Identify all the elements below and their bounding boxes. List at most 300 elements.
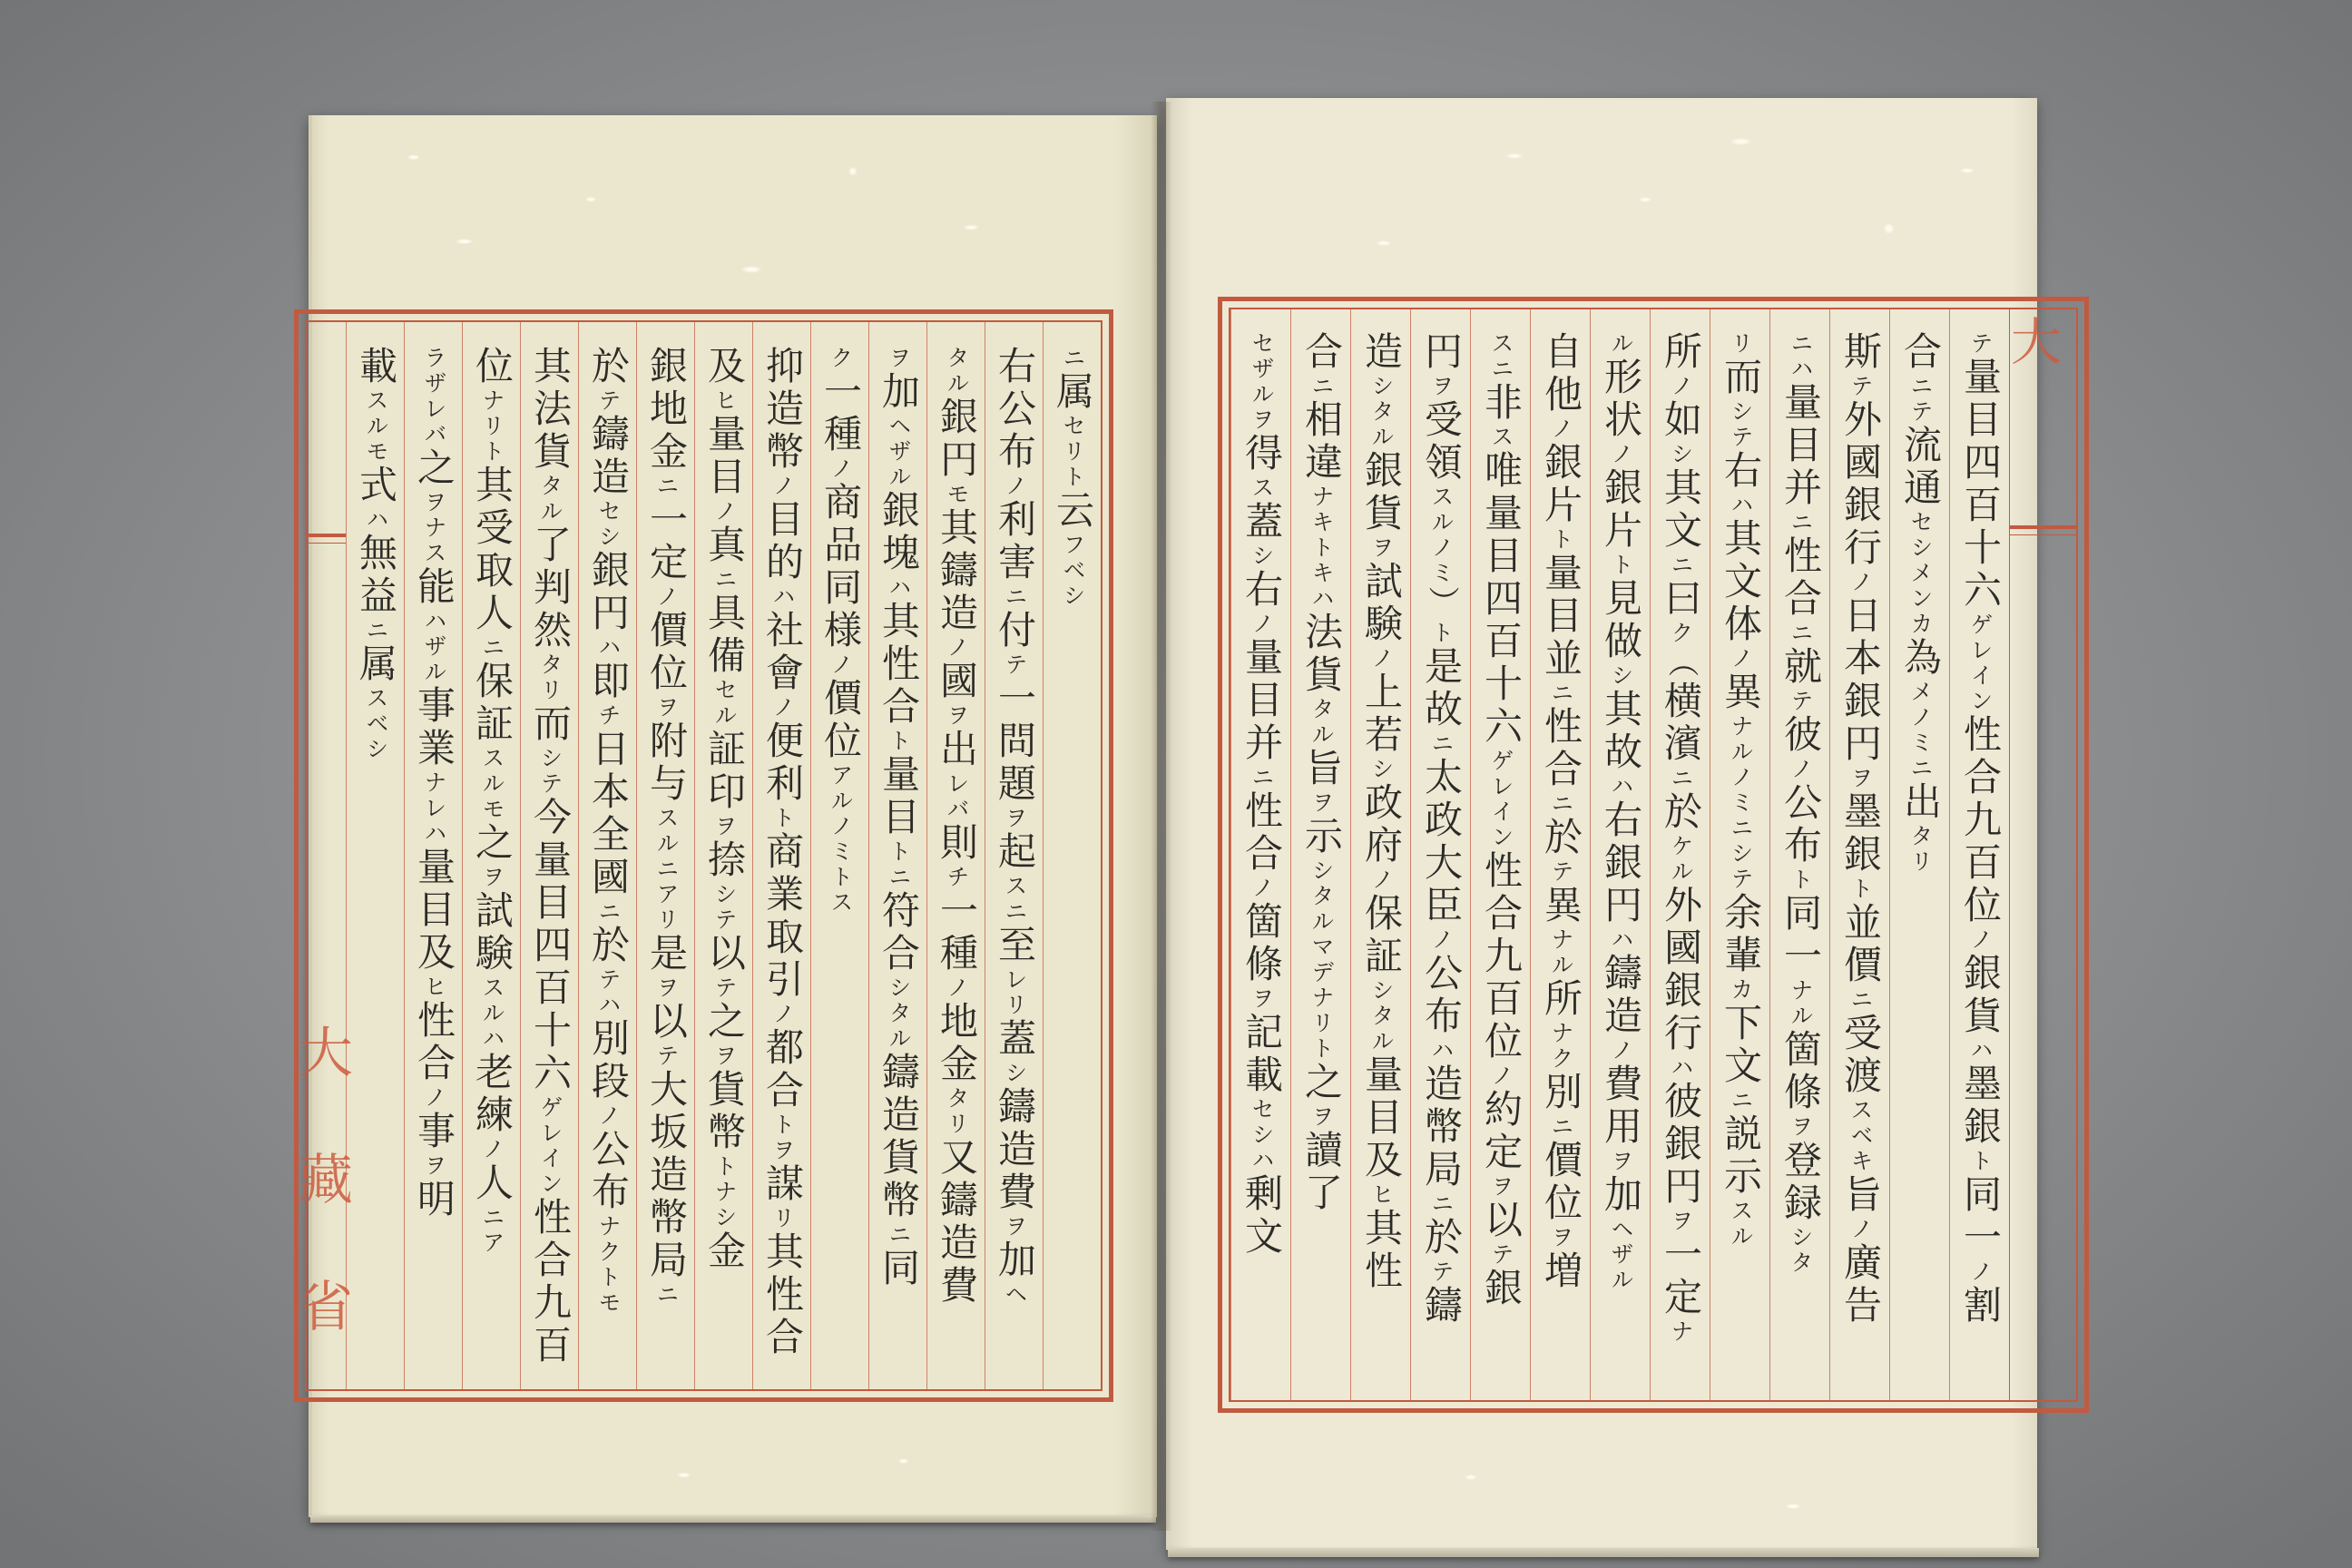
glyph: 其: [1659, 467, 1703, 510]
glyph: 銀: [935, 397, 979, 439]
glyph: リ: [769, 1206, 796, 1231]
glyph: ン: [1488, 825, 1514, 850]
glyph: ナ: [595, 1214, 622, 1240]
glyph: 大: [644, 1069, 689, 1112]
glyph: ヲ: [1847, 766, 1874, 791]
glyph: 量: [1479, 493, 1524, 535]
glyph: （: [1662, 646, 1699, 681]
glyph: 於: [586, 346, 631, 388]
glyph: ベ: [363, 711, 389, 737]
glyph: 右: [1599, 799, 1643, 842]
glyph: ナ: [1728, 714, 1754, 740]
glyph: ル: [479, 771, 505, 797]
glyph: ト: [1548, 527, 1574, 553]
glyph: ノ: [828, 456, 854, 482]
glyph: 銀: [586, 550, 631, 593]
glyph: ス: [1847, 1098, 1874, 1123]
glyph: 便: [760, 720, 805, 763]
glyph: ナ: [421, 515, 447, 541]
glyph: ゲ: [1967, 612, 1994, 638]
glyph: ヘ: [1608, 1217, 1634, 1242]
glyph: ノ: [1368, 646, 1395, 671]
glyph: セ: [1249, 331, 1275, 357]
glyph: 幣: [644, 1197, 689, 1240]
glyph: 百: [528, 967, 573, 1010]
glyph: 百: [1958, 842, 2003, 885]
glyph: 及: [1359, 1140, 1404, 1182]
glyph: 百: [1958, 485, 2003, 527]
glyph: 銀: [1539, 442, 1583, 485]
glyph: ト: [1428, 621, 1455, 646]
text-column: [1230, 309, 1290, 1400]
glyph: レ: [1488, 774, 1514, 799]
glyph: 渡: [1838, 1055, 1883, 1098]
glyph: 見: [1599, 578, 1643, 621]
glyph: 領: [1419, 442, 1464, 485]
glyph: 合: [1240, 833, 1284, 876]
glyph: 合: [1898, 331, 1943, 374]
glyph: 円: [1599, 885, 1643, 927]
glyph: レ: [421, 397, 447, 422]
glyph: ミ: [828, 839, 854, 865]
glyph: 流: [1898, 425, 1943, 467]
text-column: [810, 322, 868, 1389]
glyph: 載: [354, 346, 398, 388]
glyph: 行: [1659, 1013, 1703, 1055]
glyph: 九: [528, 1282, 573, 1325]
glyph: ノ: [421, 1085, 447, 1111]
glyph: レ: [537, 1121, 564, 1146]
glyph: ニ: [1728, 1088, 1754, 1113]
book-spine: [1151, 102, 1172, 1531]
glyph: 与: [644, 763, 689, 806]
glyph: ニ: [1488, 357, 1514, 382]
glyph: 商: [760, 831, 805, 874]
glyph: 一: [1659, 1234, 1703, 1277]
glyph: マ: [1308, 935, 1335, 960]
glyph: ス: [479, 746, 505, 771]
glyph: 位: [1958, 885, 2003, 927]
glyph: 加: [1599, 1174, 1643, 1217]
glyph: ル: [1308, 722, 1335, 748]
glyph: 登: [1779, 1140, 1823, 1182]
glyph: 外: [1659, 885, 1703, 927]
glyph: 性: [1240, 790, 1284, 833]
glyph: 十: [528, 1010, 573, 1053]
glyph: 問: [993, 720, 1037, 763]
glyph: ノ: [828, 814, 854, 839]
glyph: 太: [1419, 757, 1464, 799]
glyph: 於: [1419, 1217, 1464, 1259]
glyph: 公: [1779, 782, 1823, 825]
glyph: 付: [993, 610, 1037, 652]
glyph: タ: [1788, 1250, 1814, 1276]
glyph: ト: [1788, 867, 1814, 893]
text-column: [1650, 309, 1710, 1400]
glyph: 判: [528, 567, 573, 610]
glyph: 別: [1539, 1072, 1583, 1114]
glyph: ノ: [828, 652, 854, 678]
glyph: テ: [1847, 374, 1874, 399]
glyph: テ: [595, 967, 622, 993]
glyph: 加: [993, 1240, 1037, 1282]
glyph: ア: [479, 1230, 505, 1256]
glyph: ニ: [1788, 510, 1814, 535]
glyph: 造: [644, 1154, 689, 1197]
glyph: ル: [1368, 1029, 1395, 1054]
glyph: 量: [1539, 553, 1583, 595]
glyph: 一: [644, 499, 689, 542]
glyph: 費: [993, 1171, 1037, 1214]
glyph: ニ: [1907, 756, 1934, 781]
glyph: ル: [537, 499, 564, 524]
glyph: シ: [595, 524, 622, 550]
glyph: ル: [1428, 510, 1455, 535]
glyph: 百: [1479, 621, 1524, 663]
glyph: 價: [1838, 945, 1883, 987]
glyph: 銀: [1838, 485, 1883, 527]
glyph: 真: [702, 524, 747, 567]
glyph: 証: [470, 703, 514, 746]
glyph: ザ: [421, 371, 447, 397]
glyph: 商: [818, 482, 863, 524]
glyph: 印: [702, 771, 747, 814]
text-frame-inner: [289, 320, 1102, 1405]
glyph: ナ: [1668, 1319, 1694, 1345]
glyph: タ: [1308, 884, 1335, 909]
glyph: ノ: [1788, 757, 1814, 782]
glyph: 貨: [877, 1137, 921, 1180]
glyph: 位: [644, 652, 689, 695]
glyph: ノ: [1967, 1259, 1994, 1285]
glyph: 保: [470, 661, 514, 703]
glyph: ヘ: [886, 414, 912, 439]
glyph: ト: [479, 439, 505, 465]
glyph: 造: [935, 593, 979, 635]
page-stack-edge: [1168, 1548, 2039, 1557]
glyph: ト: [1308, 1036, 1335, 1062]
glyph: 國: [935, 661, 979, 703]
glyph: ヲ: [1488, 1174, 1514, 1200]
glyph: ヲ: [886, 346, 912, 371]
glyph: テ: [1967, 331, 1994, 357]
glyph: 讀: [1299, 1130, 1344, 1172]
glyph: ハ: [769, 584, 796, 610]
glyph: 違: [1299, 442, 1344, 485]
glyph: 一: [818, 371, 863, 414]
glyph: 一: [1779, 936, 1823, 978]
glyph: セ: [1249, 1097, 1275, 1122]
glyph: ノ: [1728, 646, 1754, 671]
glyph: ハ: [1967, 1038, 1994, 1063]
glyph: ニ: [1847, 987, 1874, 1013]
glyph: 割: [1958, 1285, 2003, 1328]
glyph: 以: [1479, 1200, 1524, 1242]
glyph: 彼: [1779, 714, 1823, 757]
glyph: 横: [1659, 681, 1703, 723]
glyph: ヲ: [711, 1044, 738, 1069]
glyph: 所: [1659, 331, 1703, 374]
glyph: ハ: [1428, 1038, 1455, 1063]
glyph: 其: [528, 346, 573, 388]
glyph: 至: [993, 925, 1037, 967]
glyph: ナ: [1548, 927, 1574, 953]
glyph: 出: [935, 729, 979, 771]
glyph: ト: [1967, 1149, 1994, 1174]
glyph: 布: [1419, 995, 1464, 1038]
glyph: ノ: [769, 474, 796, 499]
glyph: リ: [1907, 849, 1934, 875]
glyph: 輩: [1719, 935, 1763, 977]
glyph: ハ: [595, 635, 622, 661]
glyph: ク: [1548, 1046, 1574, 1072]
glyph: モ: [363, 439, 389, 465]
glyph: 円: [1419, 331, 1464, 374]
glyph: ノ: [1847, 1217, 1874, 1242]
glyph: 金: [644, 431, 689, 474]
glyph: ル: [421, 660, 447, 685]
glyph: ミ: [1728, 790, 1754, 816]
glyph: ン: [537, 1171, 564, 1197]
glyph: テ: [1728, 425, 1754, 450]
glyph: 一: [935, 890, 979, 933]
glyph: 而: [1719, 357, 1763, 399]
glyph: 即: [586, 661, 631, 703]
glyph: 法: [528, 388, 573, 431]
glyph: メ: [1907, 561, 1934, 586]
glyph: 円: [1838, 723, 1883, 766]
glyph: 量: [1240, 637, 1284, 680]
margin-band: [289, 322, 353, 1405]
glyph: 性: [1958, 714, 2003, 757]
glyph: 府: [1359, 825, 1404, 867]
glyph: ニ: [1668, 553, 1694, 578]
glyph: 箇: [1779, 1029, 1823, 1072]
glyph: 了: [528, 524, 573, 567]
glyph: シ: [1668, 442, 1694, 467]
glyph: ノ: [769, 1002, 796, 1027]
glyph: ノ: [653, 584, 680, 610]
glyph: ニ: [1548, 681, 1574, 706]
glyph: ノ: [1249, 876, 1275, 901]
glyph: ハ: [595, 993, 622, 1018]
glyph: タ: [944, 1086, 970, 1112]
glyph: ニ: [653, 1282, 680, 1308]
glyph: メ: [1907, 680, 1934, 705]
glyph: 出: [1898, 781, 1943, 824]
glyph: タ: [1308, 697, 1335, 722]
glyph: 四: [1958, 442, 2003, 485]
glyph: タ: [537, 474, 564, 499]
text-column: [752, 322, 810, 1389]
page-stack-edge: [310, 1515, 1156, 1523]
glyph: ル: [1608, 1268, 1634, 1293]
glyph: ノ: [944, 635, 970, 661]
glyph: 益: [354, 575, 398, 618]
glyph: 合: [412, 1043, 456, 1085]
glyph: 鑄: [877, 1052, 921, 1094]
glyph: 故: [1419, 689, 1464, 731]
glyph: 墨: [1838, 791, 1883, 834]
glyph: 具: [702, 593, 747, 635]
glyph: ル: [1308, 909, 1335, 935]
glyph: 起: [993, 831, 1037, 874]
glyph: リ: [1308, 1011, 1335, 1036]
glyph: ヲ: [1608, 1149, 1634, 1174]
glyph: 條: [1779, 1072, 1823, 1114]
glyph: ト: [769, 806, 796, 831]
glyph: 練: [470, 1094, 514, 1137]
glyph: ス: [363, 686, 389, 711]
glyph: 公: [1419, 953, 1464, 995]
glyph: 文: [1659, 510, 1703, 553]
glyph: 造: [993, 1129, 1037, 1171]
glyph: ノ: [1428, 927, 1455, 953]
glyph: 幣: [760, 431, 805, 474]
glyph: 十: [1479, 663, 1524, 706]
glyph: 円: [586, 593, 631, 635]
glyph: 布: [1779, 825, 1823, 867]
glyph: ニ: [363, 618, 389, 643]
glyph: ザ: [1249, 357, 1275, 382]
glyph: 題: [993, 763, 1037, 806]
glyph: 別: [586, 1018, 631, 1061]
glyph: ス: [1488, 425, 1514, 450]
glyph: シ: [1907, 535, 1934, 561]
glyph: テ: [537, 771, 564, 797]
glyph: ヒ: [1368, 1182, 1395, 1208]
glyph: 曰: [1659, 578, 1703, 621]
glyph: 十: [1958, 527, 2003, 570]
glyph: 又: [935, 1137, 979, 1180]
glyph: 位: [1539, 1182, 1583, 1225]
glyph: 利: [993, 499, 1037, 542]
glyph: シ: [1368, 978, 1395, 1004]
glyph: 都: [760, 1027, 805, 1070]
glyph: 増: [1539, 1250, 1583, 1293]
glyph: ト: [1847, 877, 1874, 902]
glyph: 全: [586, 814, 631, 857]
glyph: レ: [1002, 967, 1028, 993]
glyph: リ: [944, 1112, 970, 1137]
glyph: 銀: [644, 346, 689, 388]
text-column: [578, 322, 636, 1389]
glyph: 金: [702, 1230, 747, 1273]
glyph: 是: [644, 933, 689, 975]
glyph: イ: [1488, 799, 1514, 825]
glyph: ニ: [1907, 374, 1934, 399]
glyph: チ: [595, 703, 622, 729]
glyph: 斯: [1838, 331, 1883, 374]
glyph: ア: [828, 763, 854, 789]
glyph: ノ: [944, 975, 970, 1001]
glyph: 一: [1958, 1217, 2003, 1259]
glyph: ハ: [421, 821, 447, 847]
glyph: シ: [1728, 841, 1754, 867]
glyph: ノ: [1847, 570, 1874, 595]
glyph: ノ: [1907, 705, 1934, 730]
glyph: シ: [537, 746, 564, 771]
glyph: ヲ: [1308, 1104, 1335, 1130]
glyph: 造: [1599, 995, 1643, 1038]
glyph: 銀: [1958, 953, 2003, 995]
glyph: 其: [1359, 1208, 1404, 1250]
glyph: 之: [1299, 1062, 1344, 1104]
glyph: ル: [711, 703, 738, 729]
glyph: 合: [1479, 893, 1524, 936]
glyph: ト: [711, 1154, 738, 1180]
glyph: 合: [528, 1240, 573, 1282]
glyph: 保: [1359, 893, 1404, 936]
glyph: 局: [644, 1240, 689, 1282]
glyph: 引: [760, 959, 805, 1002]
glyph: レ: [421, 796, 447, 821]
glyph: 鑄: [1419, 1285, 1464, 1328]
glyph: 性: [1359, 1250, 1404, 1293]
glyph: 同: [1779, 893, 1823, 936]
glyph: 取: [760, 916, 805, 959]
glyph: 上: [1359, 671, 1404, 714]
glyph: 性: [528, 1197, 573, 1240]
glyph: ル: [653, 831, 680, 857]
glyph: ノ: [1668, 374, 1694, 399]
glyph: 以: [702, 933, 747, 975]
glyph: バ: [944, 797, 970, 822]
glyph: ニ: [886, 865, 912, 890]
text-column: [1769, 309, 1829, 1400]
glyph: ノ: [1548, 416, 1574, 442]
glyph: 試: [1359, 561, 1404, 603]
glyph: 利: [760, 763, 805, 806]
margin-band: [2003, 309, 2076, 1400]
glyph: ヲ: [653, 695, 680, 720]
glyph: ル: [886, 465, 912, 490]
glyph: 政: [1359, 782, 1404, 825]
glyph: 造: [935, 1222, 979, 1265]
glyph: ト: [1060, 465, 1086, 490]
glyph: 説: [1719, 1113, 1763, 1156]
glyph: 人: [470, 593, 514, 635]
glyph: 段: [586, 1061, 631, 1103]
glyph: 定: [1659, 1277, 1703, 1319]
glyph: ラ: [421, 346, 447, 371]
glyph: シ: [1728, 399, 1754, 425]
glyph: ザ: [1608, 1242, 1634, 1268]
text-column: [1590, 309, 1650, 1400]
text-column: [346, 322, 404, 1389]
text-column: [520, 322, 578, 1389]
glyph: 目: [760, 499, 805, 542]
glyph: ス: [1002, 874, 1028, 899]
glyph: ル: [1249, 382, 1275, 407]
glyph: ヲ: [1002, 1214, 1028, 1240]
glyph: ア: [653, 882, 680, 907]
glyph: 貨: [1958, 995, 2003, 1038]
glyph: タ: [1368, 1004, 1395, 1029]
glyph: 取: [470, 550, 514, 593]
glyph: 種: [935, 933, 979, 975]
glyph: 符: [877, 890, 921, 933]
glyph: 銀: [1958, 1106, 2003, 1149]
glyph: 旨: [1299, 748, 1344, 790]
margin-label: 大: [2003, 315, 2062, 438]
glyph: ノ: [1488, 1063, 1514, 1089]
glyph: 銀: [1838, 681, 1883, 723]
glyph: ル: [944, 371, 970, 397]
glyph: 條: [1240, 944, 1284, 986]
glyph: 示: [1299, 816, 1344, 858]
glyph: 如: [1659, 399, 1703, 442]
